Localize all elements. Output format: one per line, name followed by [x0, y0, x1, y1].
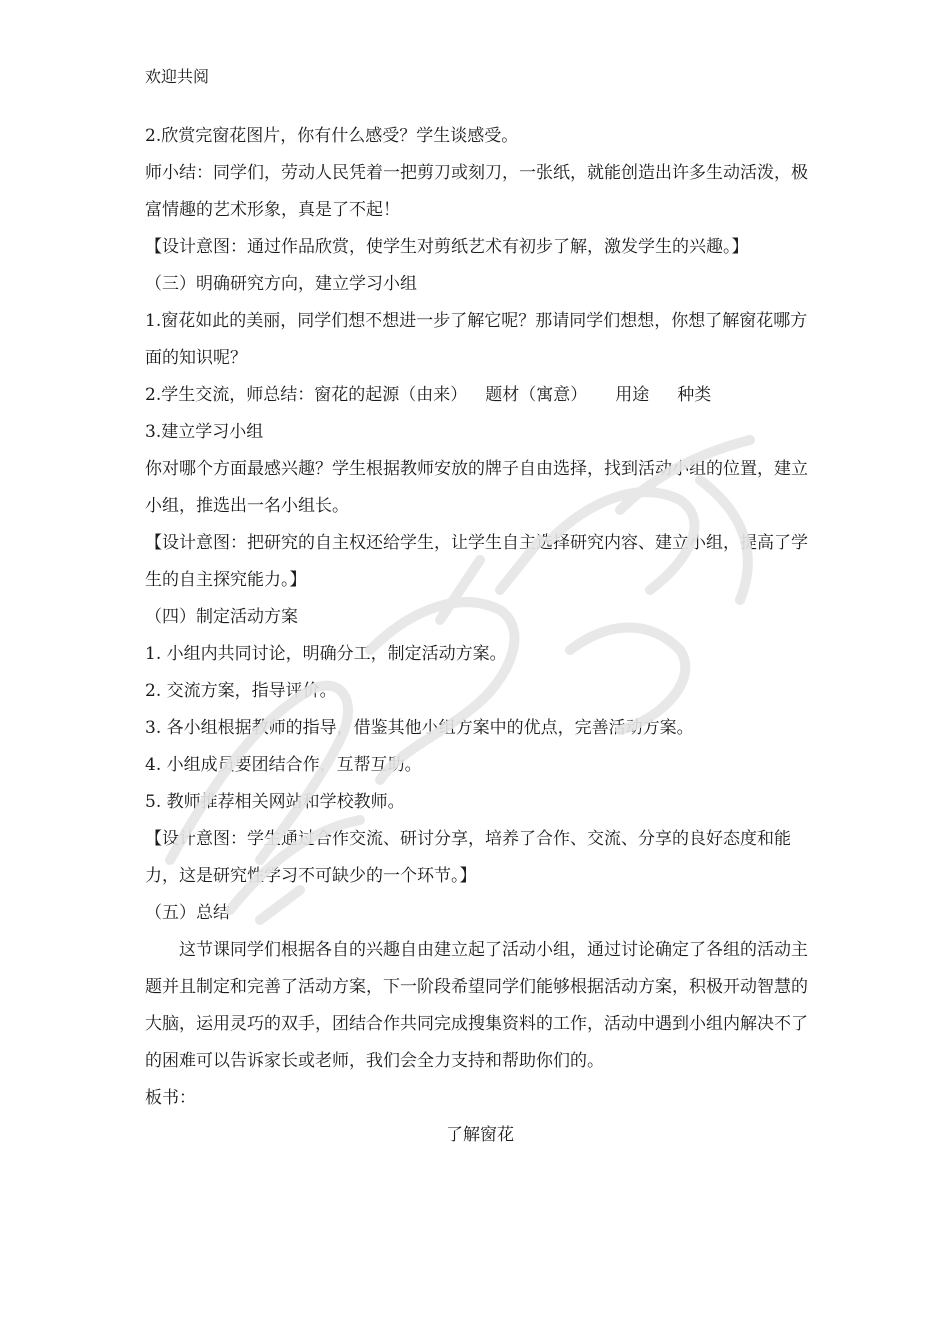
summary-kind: 种类: [677, 385, 712, 405]
paragraph: 你对哪个方面最感兴趣？学生根据教师安放的牌子自由选择，找到活动小组的位置，建立小组，推选出一名小组长。: [145, 459, 808, 516]
board-title: 了解窗花: [446, 1125, 514, 1145]
conclusion-paragraph: 这节课同学们根据各自的兴趣自由建立起了活动小组，通过讨论确定了各组的活动主题并且制定和完善了活动方案，下一阶段希望同学们能够根据活动方案，积极开动智慧的大脑，运用灵巧的双手，团结合作共同完成搜集资料的工作，活动中遇到小组内解决不了的困难可以告诉家长或老师，我们会全力支持和帮助你们的。: [145, 940, 808, 1071]
summary-lead: 2.学生交流，师总结：窗花的起源（由来）: [145, 385, 468, 405]
paragraph: 【设计意图：通过作品欣赏，使学生对剪纸艺术有初步了解，激发学生的兴趣。】: [145, 237, 749, 257]
summary-use: 用途: [615, 385, 650, 405]
paragraph: 2.欣赏完窗花图片，你有什么感受？学生谈感受。: [145, 126, 519, 146]
list-item: 3. 各小组根据教师的指导，借鉴其他小组方案中的优点，完善活动方案。: [145, 718, 694, 738]
summary-topic: 题材（寓意）: [485, 385, 588, 405]
list-item: 1. 小组内共同讨论，明确分工，制定活动方案。: [145, 644, 507, 664]
page-header: 欢迎共阅: [145, 67, 210, 86]
paragraph: 师小结：同学们，劳动人民凭着一把剪刀或刻刀，一张纸，就能创造出许多生动活泼，极富情趣的艺术形象，真是了不起！: [145, 163, 808, 220]
document-body: [145, 118, 815, 1154]
paragraph: 【设计意图：把研究的自主权还给学生，让学生自主选择研究内容、建立小组，提高了学生的自主探究能力。】: [145, 533, 808, 590]
list-item: 2. 交流方案，指导评价。: [145, 681, 337, 701]
section-heading: （五）总结: [145, 903, 230, 923]
section-heading: （三）明确研究方向，建立学习小组: [145, 274, 417, 294]
list-item: 4. 小组成员要团结合作，互帮互助。: [145, 755, 422, 775]
section-heading: （四）制定活动方案: [145, 607, 298, 627]
board-label: 板书：: [145, 1088, 196, 1108]
paragraph: 3.建立学习小组: [145, 422, 264, 442]
paragraph: 1.窗花如此的美丽，同学们想不想进一步了解它呢？那请同学们想想，你想了解窗花哪方面的知识呢？: [145, 311, 808, 368]
paragraph: 【设计意图：学生通过合作交流、研讨分享，培养了合作、交流、分享的良好态度和能力，这是研究性学习不可缺少的一个环节。】: [145, 829, 791, 886]
summary-line: [145, 377, 815, 414]
list-item: 5. 教师推荐相关网站和学校教师。: [145, 792, 405, 812]
